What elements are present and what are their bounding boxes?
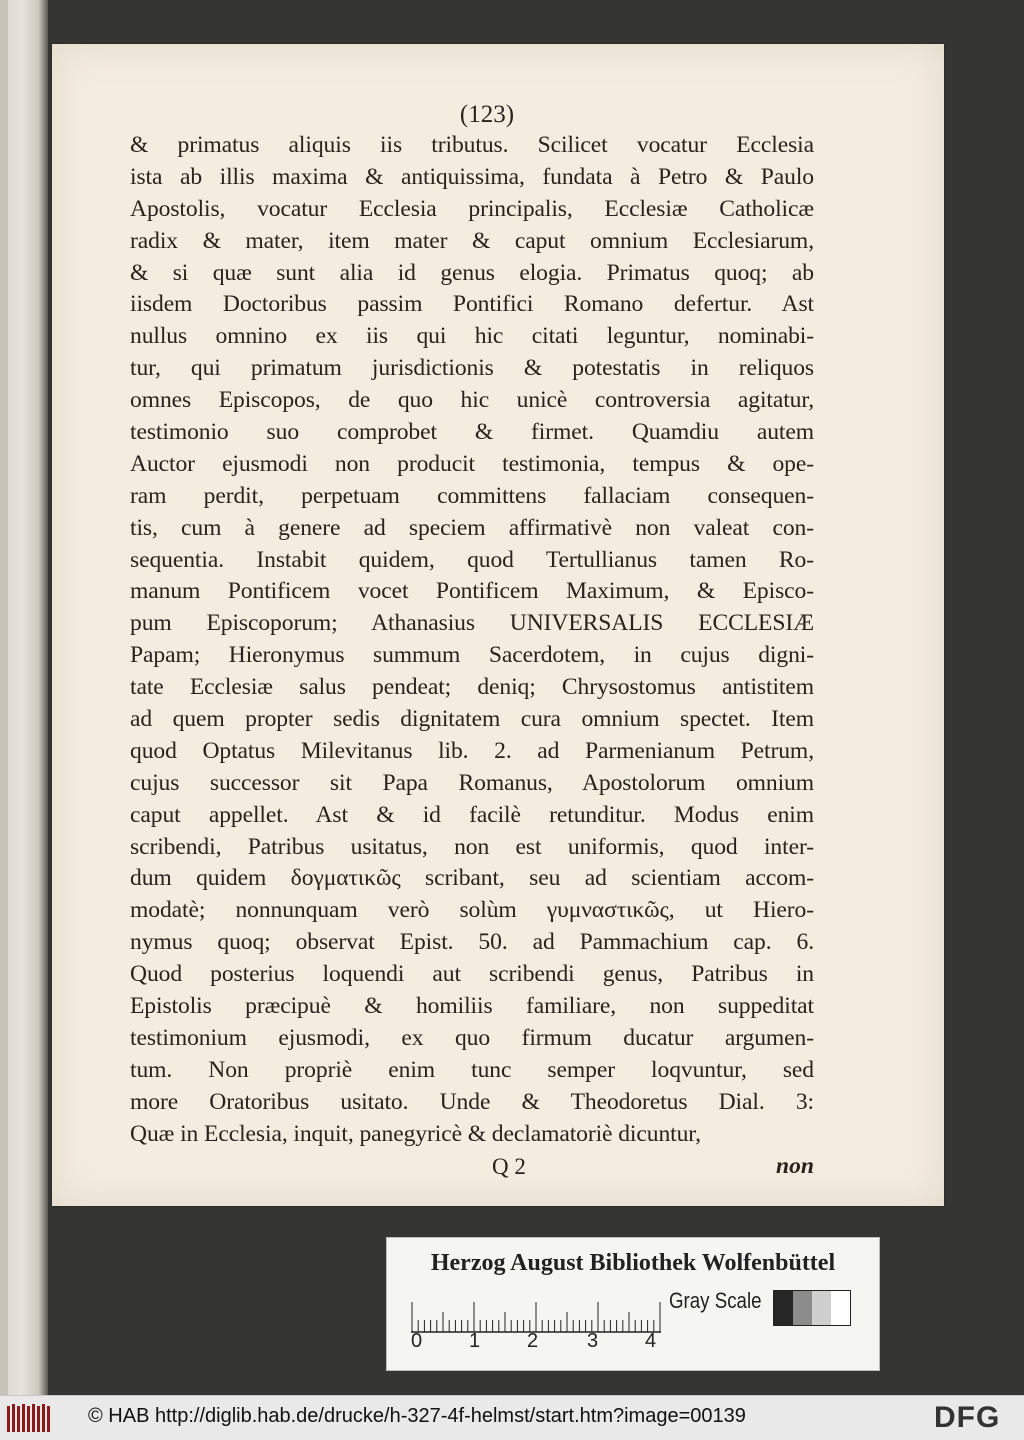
text-line: scribendi, Patribus usitatus, non est uniformis, quod inter- xyxy=(130,833,814,860)
text-line: more Oratoribus usitato. Unde & Theodoretus Dial. 3: xyxy=(130,1088,814,1115)
text-line: modatè; nonnunquam verò solùm γυμναστικῶς, ut Hiero- xyxy=(130,897,814,924)
text-line: Papam; Hieronymus summum Sacerdotem, in cujus digni- xyxy=(130,642,814,669)
text-line: omnes Episcopos, de quo hic unicè controversia agitatur, xyxy=(130,387,814,414)
ruler-number: 2 xyxy=(527,1330,539,1352)
text-line: tate Ecclesiæ salus pendeat; deniq; Chrysostomus antistitem xyxy=(130,674,814,701)
text-line: testimonium ejusmodi, ex quo firmum ducatur argumen- xyxy=(130,1024,814,1051)
page-footer-line xyxy=(130,1151,814,1183)
text-line: Auctor ejusmodi non producit testimonia, tempus & ope- xyxy=(130,450,814,477)
text-line: ram perdit, perpetuam committens fallaciam consequen- xyxy=(130,482,814,509)
ruler-number: 3 xyxy=(587,1330,599,1352)
ruler-number: 0 xyxy=(411,1330,423,1352)
gray-patch-white xyxy=(831,1291,850,1325)
text-line: Quod posterius loquendi aut scribendi genus, Patribus in xyxy=(130,961,814,988)
gray-patch-light xyxy=(812,1291,831,1325)
page-text-block xyxy=(130,100,814,1182)
paper-stack-edge xyxy=(0,0,8,1395)
text-line: nullus omnino ex iis qui hic citati leguntur, nominabi- xyxy=(130,323,814,350)
text-line: testimonio suo comprobet & firmet. Quamdiu autem xyxy=(130,419,814,446)
library-color-label xyxy=(386,1237,880,1371)
text-line: Quæ in Ecclesia, inquit, panegyricè & declamatoriè dicuntur, xyxy=(130,1120,701,1147)
text-line: dum quidem δογματικῶς scribant, seu ad scientiam accom- xyxy=(130,865,814,892)
text-line: & si quæ sunt alia id genus elogia. Primatus quoq; ab xyxy=(130,259,814,286)
text-line: caput appellet. Ast & id facilè retunditur. Modus enim xyxy=(130,801,814,828)
gray-patch-black xyxy=(774,1291,793,1325)
dfg-logo: DFG xyxy=(934,1401,1001,1434)
gray-scale-label: Gray Scale xyxy=(669,1288,762,1313)
text-line: & primatus aliquis iis tributus. Scilicet vocatur Ecclesia xyxy=(130,132,814,158)
text-line: cujus successor sit Papa Romanus, Apostolorum omnium xyxy=(130,769,814,796)
text-line: Epistolis præcipuè & homiliis familiare, non suppeditat xyxy=(130,993,814,1020)
copyright-url[interactable]: © HAB http://diglib.hab.de/drucke/h-327-4f-helmst/start.htm?image=00139 xyxy=(88,1405,746,1427)
text-line: iisdem Doctoribus passim Pontifici Romano defertur. Ast xyxy=(130,291,814,318)
text-line: nymus quoq; observat Epist. 50. ad Pammachium cap. 6. xyxy=(130,929,814,956)
catchword: non xyxy=(775,1152,814,1179)
text-line: pum Episcoporum; Athanasius UNIVERSALIS ECCLESIÆ xyxy=(130,610,814,637)
text-line: tum. Non propriè enim tunc semper loqvuntur, sed xyxy=(130,1056,814,1083)
text-line: tis, cum à genere ad speciem affirmativè non valeat con- xyxy=(130,514,814,541)
book-page xyxy=(52,44,944,1206)
text-line: sequentia. Instabit quidem, quod Tertullianus tamen Ro- xyxy=(130,546,814,573)
text-line: tur, qui primatum jurisdictionis & potestatis in reliquos xyxy=(130,355,814,382)
text-line: Apostolis, vocatur Ecclesia principalis, Ecclesiæ Catholicæ xyxy=(130,195,814,222)
text-line: radix & mater, item mater & caput omnium Ecclesiarum, xyxy=(130,227,814,254)
hab-logo-icon xyxy=(6,1402,50,1434)
gray-patch-mid xyxy=(793,1291,812,1325)
viewer-footer xyxy=(0,1395,1024,1440)
text-lines xyxy=(130,130,814,1151)
ruler-scale xyxy=(411,1294,663,1334)
page-number: (123) xyxy=(459,101,515,128)
text-line: ad quem propter sedis dignitatem cura omnium spectet. Item xyxy=(130,706,814,733)
text-line: quod Optatus Milevitanus lib. 2. ad Parmenianum Petrum, xyxy=(130,737,814,764)
signature-mark: Q 2 xyxy=(492,1153,526,1179)
library-name: Herzog August Bibliothek Wolfenbüttel xyxy=(430,1250,836,1276)
gray-scale-patches xyxy=(773,1290,851,1326)
text-line: ista ab illis maxima & antiquissima, fundata à Petro & Paulo xyxy=(130,163,814,190)
text-line: manum Pontificem vocet Pontificem Maximum, & Episco- xyxy=(130,578,814,605)
ruler-number: 4 xyxy=(645,1330,657,1352)
ruler-number: 1 xyxy=(469,1330,481,1352)
